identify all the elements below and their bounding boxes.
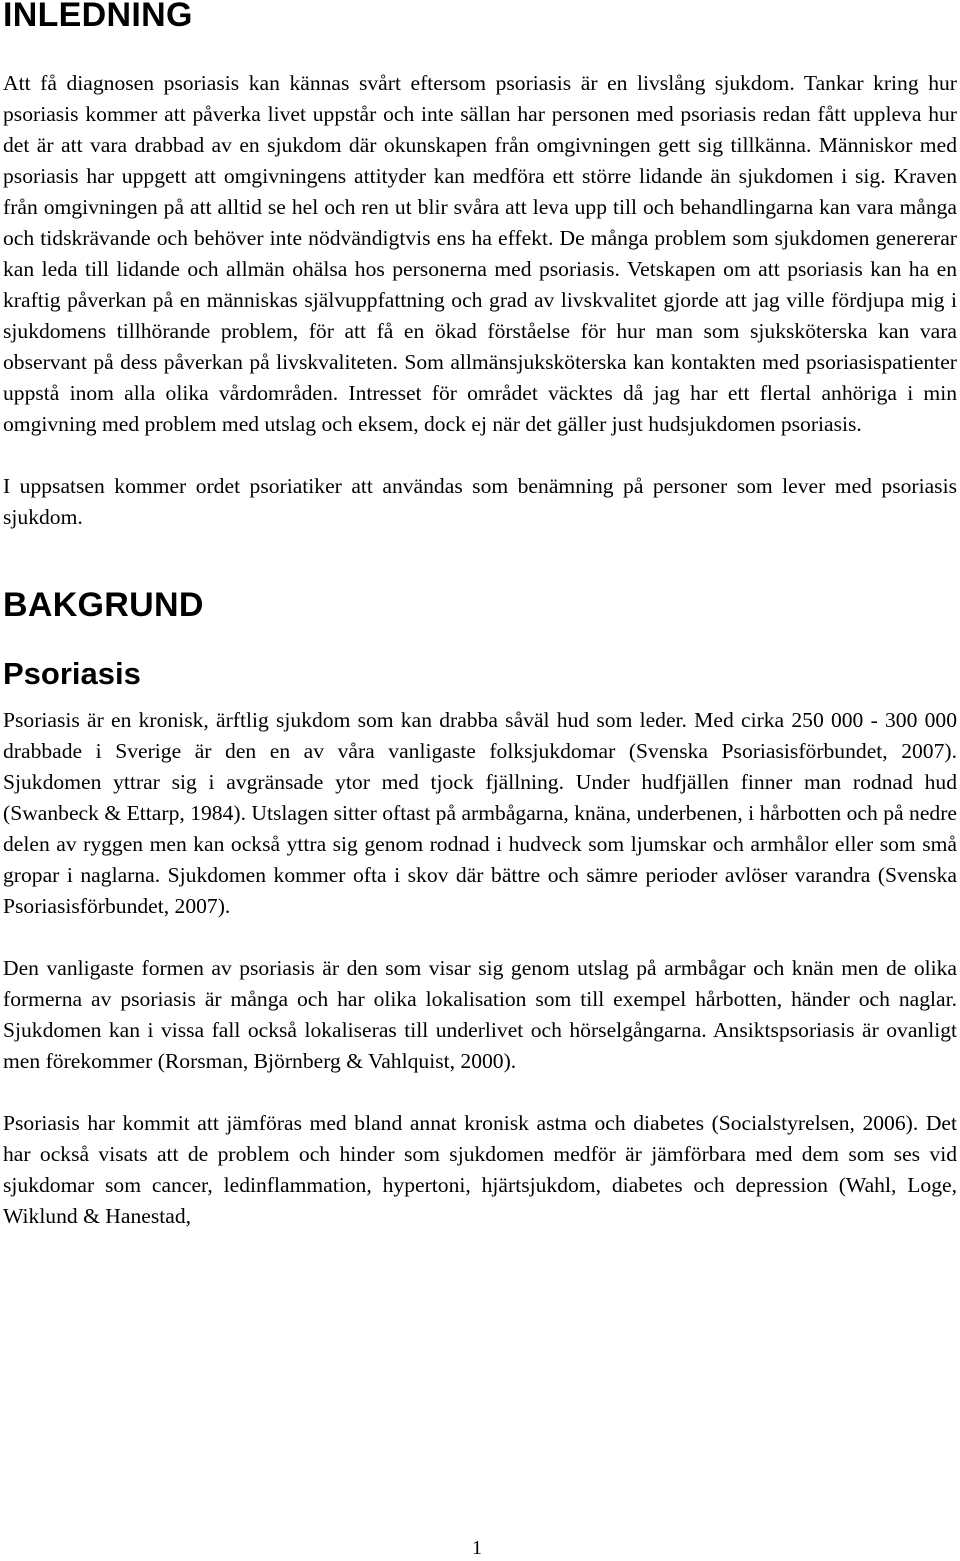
paragraph-intro-1: Att få diagnosen psoriasis kan kännas svårt eftersom psoriasis är en livslång sjukdom. Tankar kring hur psoriasis kommer att påverka livet uppstår och inte sällan har personen med psoriasis redan fått uppleva hur det är att vara drabbad av en sjukdom där okunskapen från omgivningen gett sig tillkänna. Människor med psoriasis har uppgett att omgivningens attityder kan medföra ett större lidande än sjukdomen i sig. Kraven från omgivningen på att alltid se hel och ren ut blir svåra att leva upp till och behandlingarna kan vara många och tidskrävande och behöver inte nödvändigtvis ens ha effekt. De många problem som sjukdomen genererar kan leda till lidande och allmän ohälsa hos personerna med psoriasis. Vetskapen om att psoriasis kan ha en kraftig påverkan på en människas självuppfattning och grad av livskvalitet gjorde att jag ville fördjupa mig i sjukdomens tillhörande problem, för att få en ökad förståelse för hur man som sjuksköterska kan vara observant på dess påverkan på livskvaliteten. Som allmänsjuksköterska kan kontakten med psoriasispatienter uppstå inom alla olika vårdområden. Intresset för området väcktes då jag har ett flertal anhöriga i min omgivning med problem med utslag och eksem, dock ej när det gäller just hudsjukdomen psoriasis. bbox=[3, 71, 957, 436]
section-heading-inledning: INLEDNING bbox=[3, 0, 193, 34]
paragraph-intro-2: I uppsatsen kommer ordet psoriatiker att användas som benämning på personer som lever med psoriasis sjukdom. bbox=[3, 474, 957, 529]
document-page bbox=[3, 0, 957, 1232]
paragraph-psoriasis-2: Den vanligaste formen av psoriasis är den som visar sig genom utslag på armbågar och knän men de olika formerna av psoriasis är många och har olika lokalisation som till exempel hårbotten, händer och naglar. Sjukdomen kan i vissa fall också lokaliseras till underlivet och hörselgångarna. Ansiktspsoriasis är ovanligt men förekommer (Rorsman, Björnberg & Vahlquist, 2000). bbox=[3, 956, 957, 1073]
paragraph-psoriasis-1: Psoriasis är en kronisk, ärftlig sjukdom som kan drabba såväl hud som leder. Med cirka 250 000 - 300 000 drabbade i Sverige är den en av våra vanligaste folksjukdomar (Svenska Psoriasisförbundet, 2007). Sjukdomen yttrar sig i avgränsade ytor med tjock fjällning. Under hudfjällen finner man rodnad hud (Swanbeck & Ettarp, 1984). Utslagen sitter oftast på armbågarna, knäna, underbenen, i hårbotten och på nedre delen av ryggen men kan också yttra sig genom rodnad i hudveck som ljumskar och armhålor eller som små gropar i naglarna. Sjukdomen kommer ofta i skov där bättre och sämre perioder avlöser varandra (Svenska Psoriasisförbundet, 2007). bbox=[3, 708, 957, 918]
paragraph-psoriasis-3: Psoriasis har kommit att jämföras med bland annat kronisk astma och diabetes (Socialstyrelsen, 2006). Det har också visats att de problem och hinder som sjukdomen medför är jämförbara med dem som ses vid sjukdomar som cancer, ledinflammation, hypertoni, hjärtsjukdom, diabetes och depression (Wahl, Loge, Wiklund & Hanestad, bbox=[3, 1111, 957, 1228]
page-number: 1 bbox=[472, 1537, 482, 1559]
section-heading-bakgrund: BAKGRUND bbox=[3, 586, 204, 624]
subheading-psoriasis: Psoriasis bbox=[3, 656, 141, 691]
